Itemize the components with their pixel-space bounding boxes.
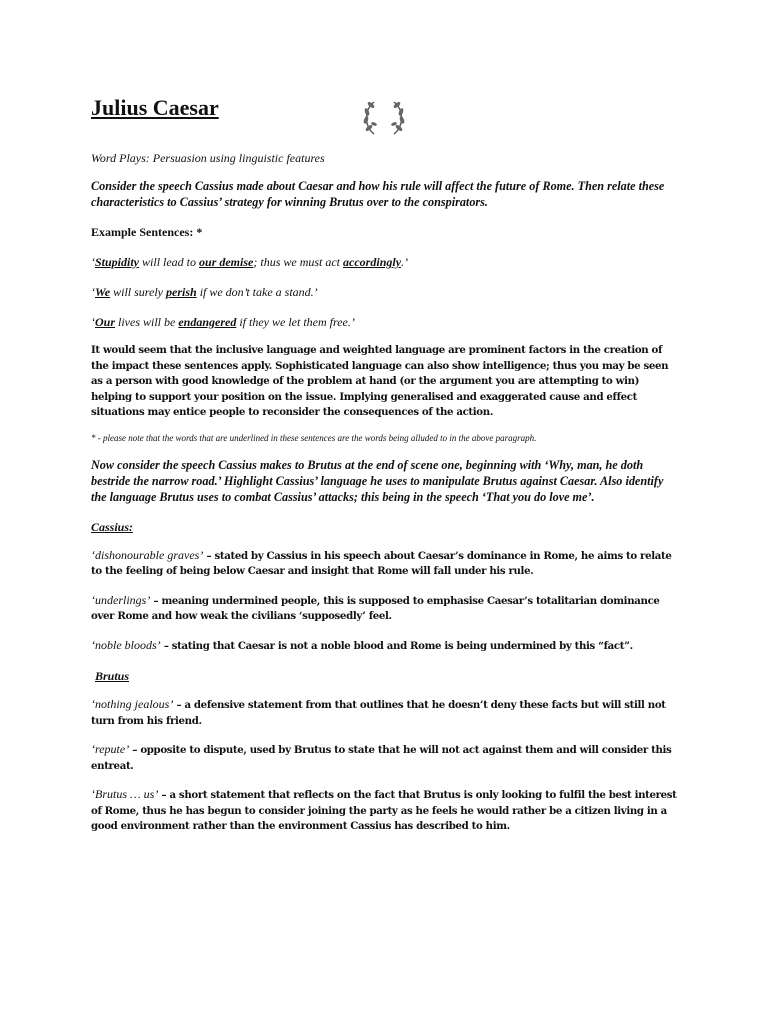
entry-description: – opposite to dispute, used by Brutus to state that he will not act against them and will consider this entreat. xyxy=(91,744,672,772)
document-title: Julius Caesar xyxy=(91,95,219,120)
example-sentence-1: ‘Stupidity will lead to our demise; thus we must act accordingly.’ xyxy=(91,255,409,269)
instruction-2: Now consider the speech Cassius makes to Brutus at the end of scene one, beginning with ‘Why, man, he doth bestride the narrow road.’ Highlight Cassius’ language he uses to manipulate Brutus against Caesar. Also identify the language Brutus uses to combat Cassius’ attacks; this being in the speech ‘That you do love me’. xyxy=(91,457,664,504)
entry-quote: ‘underlings’ xyxy=(91,592,151,607)
brutus-heading: Brutus xyxy=(95,669,130,683)
entry-quote: ‘nothing jealous’ xyxy=(91,697,174,711)
cassius-entry-3 xyxy=(91,638,681,655)
brutus-entry-3 xyxy=(91,787,681,835)
underlined-word: Our xyxy=(95,315,116,329)
cassius-entry-2 xyxy=(91,593,681,625)
document-content xyxy=(91,94,681,835)
example-sentence-2: ‘We will surely perish if we don’t take a stand.’ xyxy=(91,285,318,299)
underlined-word: We xyxy=(95,285,111,299)
brutus-entry-1 xyxy=(91,697,681,729)
instruction-1: Consider the speech Cassius made about Caesar and how his rule will affect the future of Rome. Then relate these characteristics to Cassius’ strategy for winning Brutus over to the conspirators. xyxy=(91,179,665,209)
underlined-word: endangered xyxy=(178,315,237,329)
entry-description: – stating that Caesar is not a noble blood and Rome is being undermined by this “fact”. xyxy=(160,639,633,652)
entry-description: – a short statement that reflects on the fact that Brutus is only looking to fulfil the best interest of Rome, thus he has begun to consider joining the party as he feels he would rather be a citizen living in a good environment rather than the environment Cassius has described to him. xyxy=(91,789,677,832)
cassius-entry-1 xyxy=(91,548,681,580)
entry-description: – meaning undermined people, this is supposed to emphasise Caesar’s totalitarian dominance over Rome and how weak the civilians ‘supposedly’ feel. xyxy=(91,594,660,622)
underlined-word: perish xyxy=(166,285,197,299)
entry-quote: ‘dishonourable graves’ xyxy=(91,547,204,562)
underlined-word: our demise xyxy=(199,255,254,269)
entry-description: – stated by Cassius in his speech about Caesar’s dominance in Rome, he aims to relate to the feeling of being below Caesar and insight that Rome will fall under his rule. xyxy=(91,549,672,577)
underlined-word: Stupidity xyxy=(95,255,140,269)
examples-label: Example Sentences: * xyxy=(91,225,203,239)
entry-quote: ‘repute’ xyxy=(91,742,130,756)
entry-description: – a defensive statement from that outlines that he doesn’t deny these facts but will still not turn from his friend. xyxy=(91,699,666,727)
brutus-entry-2 xyxy=(91,742,681,774)
entry-quote: ‘Brutus … us’ xyxy=(91,787,159,801)
cassius-heading: Cassius: xyxy=(91,519,134,534)
document-subtitle: Word Plays: Persuasion using linguistic features xyxy=(91,151,325,165)
entry-quote: ‘noble bloods’ xyxy=(91,637,161,652)
underlined-word: accordingly xyxy=(343,255,402,269)
analysis-paragraph: It would seem that the inclusive language and weighted language are prominent factors in the creation of the impact these sentences apply. Sophisticated language can also show intelligence; thus you may be seen as a person with good knowledge of the problem at hand (or the argument you are attempting to win) helping to support your position on the issue. Implying generalised and exaggerated cause and effect situations may entice people to reconsider the consequences of the action. xyxy=(91,344,669,418)
footnote: * - please note that the words that are underlined in these sentences are the words being alluded to in the above paragraph. xyxy=(91,432,537,443)
example-sentence-3: ‘Our lives will be endangered if they we let them free.’ xyxy=(91,315,355,329)
